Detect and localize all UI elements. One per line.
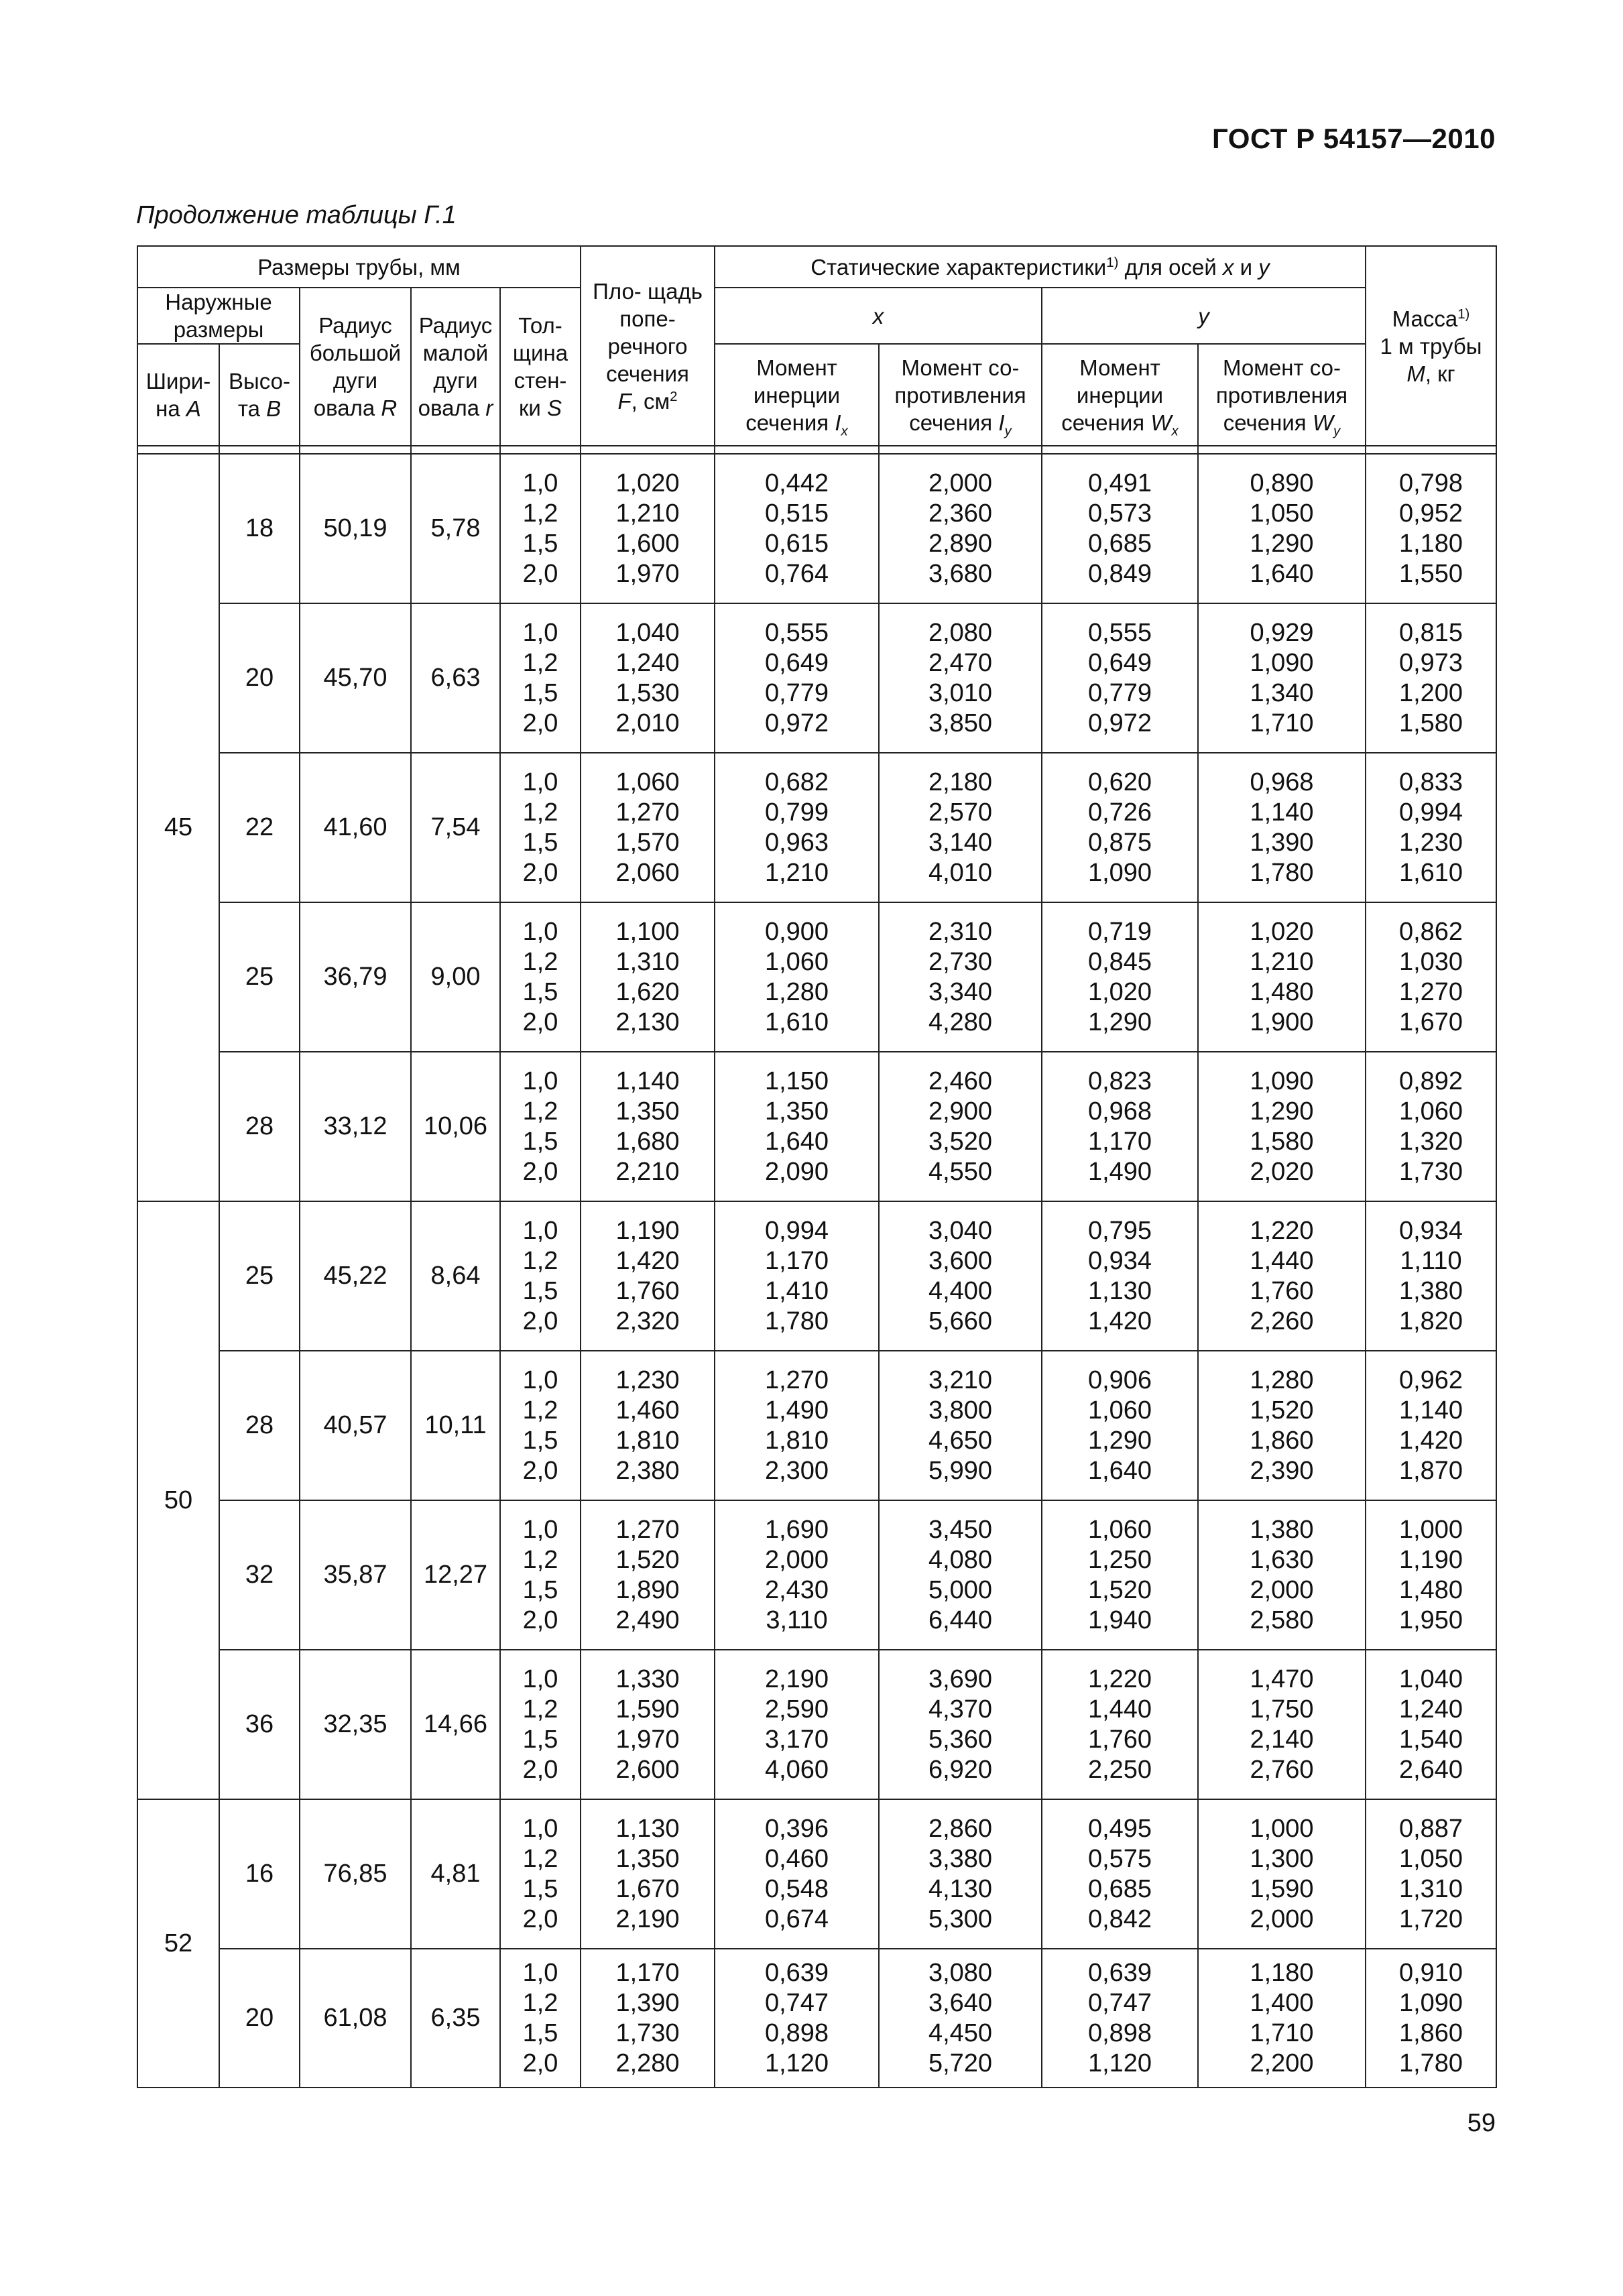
cell-inertia-x: 0,682 0,799 0,963 1,210: [715, 753, 879, 902]
header-height-b-post: та: [237, 396, 260, 421]
cell-radius-large: 33,12: [300, 1052, 411, 1201]
cell-radius-large: 50,19: [300, 454, 411, 603]
table-header: [137, 246, 1496, 446]
header-radius-large-text: Радиус большой дуги овала: [309, 313, 402, 420]
cell-radius-large: 61,08: [300, 1949, 411, 2088]
cell-wall-thickness: 1,0 1,2 1,5 2,0: [500, 1500, 581, 1650]
cell-mass: 0,962 1,140 1,420 1,870: [1366, 1351, 1496, 1500]
header-height-b-pre: Высо-: [229, 369, 290, 394]
cell-area: 1,270 1,520 1,890 2,490: [581, 1500, 715, 1650]
cell-area: 1,100 1,310 1,620 2,130: [581, 902, 715, 1052]
table-row: [137, 1650, 1496, 1799]
header-static: [715, 246, 1366, 288]
header-resistance-x-symbol: I: [998, 410, 1005, 435]
cell-wall-thickness: 1,0 1,2 1,5 2,0: [500, 454, 581, 603]
header-separator-row: [137, 446, 1496, 454]
header-width-a-post: на: [156, 396, 180, 421]
cell-radius-large: 35,87: [300, 1500, 411, 1650]
cell-height: 18: [219, 454, 300, 603]
header-area-unit: , см: [631, 388, 670, 414]
cell-radius-small: 9,00: [411, 902, 500, 1052]
cell-height: 25: [219, 902, 300, 1052]
table-row: [137, 454, 1496, 603]
cell-mass: 0,798 0,952 1,180 1,550: [1366, 454, 1496, 603]
cell-resistance-y: 1,280 1,520 1,860 2,390: [1198, 1351, 1366, 1500]
cell-radius-small: 8,64: [411, 1201, 500, 1351]
cell-radius-small: 10,06: [411, 1052, 500, 1201]
cell-height: 36: [219, 1650, 300, 1799]
cell-inertia-y: 0,795 0,934 1,130 1,420: [1042, 1201, 1198, 1351]
header-static-y: y: [1258, 254, 1270, 280]
cell-wall-thickness: 1,0 1,2 1,5 2,0: [500, 1351, 581, 1500]
table-row: [137, 603, 1496, 753]
pipe-properties-table: [137, 245, 1497, 2088]
header-pipe-sizes: Размеры трубы, мм: [137, 246, 581, 288]
cell-resistance-x: 2,180 2,570 3,140 4,010: [879, 753, 1042, 902]
header-mass-unit: , кг: [1425, 361, 1455, 386]
cell-height: 20: [219, 1949, 300, 2088]
header-axis-x: x: [715, 288, 1042, 344]
cell-resistance-x: 2,860 3,380 4,130 5,300: [879, 1799, 1042, 1949]
cell-resistance-y: 0,890 1,050 1,290 1,640: [1198, 454, 1366, 603]
header-resistance-x-sub: y: [1004, 423, 1012, 439]
cell-mass: 0,815 0,973 1,200 1,580: [1366, 603, 1496, 753]
cell-wall-thickness: 1,0 1,2 1,5 2,0: [500, 603, 581, 753]
cell-resistance-x: 2,000 2,360 2,890 3,680: [879, 454, 1042, 603]
header-radius-large: [300, 288, 411, 446]
header-axis-y: y: [1042, 288, 1366, 344]
header-area-text: Пло- щадь попе- речного сечения: [593, 278, 703, 386]
header-area-symbol: F: [617, 388, 632, 414]
cell-inertia-x: 2,190 2,590 3,170 4,060: [715, 1650, 879, 1799]
header-static-sup: 1): [1106, 254, 1119, 270]
cell-resistance-y: 1,470 1,750 2,140 2,760: [1198, 1650, 1366, 1799]
table-row: [137, 1799, 1496, 1949]
cell-mass: 1,040 1,240 1,540 2,640: [1366, 1650, 1496, 1799]
header-radius-small-symbol: r: [485, 396, 493, 420]
cell-radius-large: 32,35: [300, 1650, 411, 1799]
cell-inertia-y: 1,220 1,440 1,760 2,250: [1042, 1650, 1198, 1799]
table-row: [137, 1052, 1496, 1201]
cell-mass: 0,934 1,110 1,380 1,820: [1366, 1201, 1496, 1351]
header-wall-text: Тол- щина стен- ки: [512, 313, 568, 420]
cell-mass: 0,862 1,030 1,270 1,670: [1366, 902, 1496, 1052]
cell-inertia-y: 1,060 1,250 1,520 1,940: [1042, 1500, 1198, 1650]
table-row: [137, 1351, 1496, 1500]
cell-resistance-x: 3,690 4,370 5,360 6,920: [879, 1650, 1042, 1799]
cell-resistance-x: 3,040 3,600 4,400 5,660: [879, 1201, 1042, 1351]
cell-mass: 0,910 1,090 1,860 1,780: [1366, 1949, 1496, 2088]
cell-wall-thickness: 1,0 1,2 1,5 2,0: [500, 1650, 581, 1799]
cell-resistance-y: 1,090 1,290 1,580 2,020: [1198, 1052, 1366, 1201]
header-outer-sizes: Наружные размеры: [137, 288, 300, 344]
header-height-b: [219, 344, 300, 446]
header-width-a-pre: Шири-: [145, 369, 211, 394]
header-radius-small-text: Радиус малой дуги овала: [418, 313, 493, 420]
cell-radius-large: 40,57: [300, 1351, 411, 1500]
cell-inertia-y: 0,823 0,968 1,170 1,490: [1042, 1052, 1198, 1201]
cell-radius-small: 6,35: [411, 1949, 500, 2088]
cell-radius-large: 76,85: [300, 1799, 411, 1949]
cell-height: 32: [219, 1500, 300, 1650]
cell-height: 28: [219, 1052, 300, 1201]
cell-height: 20: [219, 603, 300, 753]
cell-inertia-y: 0,906 1,060 1,290 1,640: [1042, 1351, 1198, 1500]
cell-radius-small: 4,81: [411, 1799, 500, 1949]
cell-radius-small: 5,78: [411, 454, 500, 603]
header-resistance-y-text: Момент со- противления сечения: [1215, 355, 1348, 435]
cell-radius-large: 45,22: [300, 1201, 411, 1351]
table-row: [137, 1201, 1496, 1351]
cell-radius-small: 12,27: [411, 1500, 500, 1650]
header-radius-small: [411, 288, 500, 446]
header-resistance-y: [1198, 344, 1366, 446]
document-title: ГОСТ Р 54157—2010: [1212, 123, 1496, 154]
cell-radius-small: 14,66: [411, 1650, 500, 1799]
cell-inertia-y: 0,555 0,649 0,779 0,972: [1042, 603, 1198, 753]
cell-wall-thickness: 1,0 1,2 1,5 2,0: [500, 1949, 581, 2088]
cell-inertia-x: 0,639 0,747 0,898 1,120: [715, 1949, 879, 2088]
cell-resistance-y: 1,180 1,400 1,710 2,200: [1198, 1949, 1366, 2088]
header-resistance-y-symbol: W: [1312, 410, 1333, 435]
header-static-tail: для осей: [1118, 254, 1217, 280]
cell-inertia-y: 0,491 0,573 0,685 0,849: [1042, 454, 1198, 603]
table-row: [137, 1949, 1496, 2088]
header-inertia-x: [715, 344, 879, 446]
header-static-x: x: [1222, 254, 1234, 280]
cell-area: 1,230 1,460 1,810 2,380: [581, 1351, 715, 1500]
cell-height: 25: [219, 1201, 300, 1351]
header-static-and: и: [1234, 254, 1259, 280]
cell-inertia-x: 0,442 0,515 0,615 0,764: [715, 454, 879, 603]
header-area: [581, 246, 715, 446]
header-inertia-y: [1042, 344, 1198, 446]
cell-resistance-y: 1,220 1,440 1,760 2,260: [1198, 1201, 1366, 1351]
cell-width: 45: [137, 454, 219, 1201]
cell-inertia-y: 0,639 0,747 0,898 1,120: [1042, 1949, 1198, 2088]
cell-mass: 0,887 1,050 1,310 1,720: [1366, 1799, 1496, 1949]
cell-inertia-x: 1,270 1,490 1,810 2,300: [715, 1351, 879, 1500]
cell-resistance-y: 0,929 1,090 1,340 1,710: [1198, 603, 1366, 753]
cell-radius-large: 41,60: [300, 753, 411, 902]
table-row: [137, 902, 1496, 1052]
cell-area: 1,170 1,390 1,730 2,280: [581, 1949, 715, 2088]
cell-inertia-x: 0,900 1,060 1,280 1,610: [715, 902, 879, 1052]
table-caption: Продолжение таблицы Г.1: [136, 201, 457, 229]
cell-area: 1,060 1,270 1,570 2,060: [581, 753, 715, 902]
header-area-sup: 2: [670, 388, 678, 404]
cell-area: 1,330 1,590 1,970 2,600: [581, 1650, 715, 1799]
cell-resistance-x: 3,450 4,080 5,000 6,440: [879, 1500, 1042, 1650]
header-inertia-x-text: Момент инерции сечения: [745, 355, 841, 435]
header-resistance-y-sub: y: [1333, 423, 1341, 439]
header-mass: [1366, 246, 1496, 446]
cell-inertia-y: 0,620 0,726 0,875 1,090: [1042, 753, 1198, 902]
cell-resistance-y: 1,000 1,300 1,590 2,000: [1198, 1799, 1366, 1949]
table-body: [137, 446, 1496, 2088]
cell-height: 16: [219, 1799, 300, 1949]
header-width-a-symbol: A: [186, 396, 201, 421]
cell-radius-large: 45,70: [300, 603, 411, 753]
cell-width: 52: [137, 1799, 219, 2088]
cell-inertia-x: 0,396 0,460 0,548 0,674: [715, 1799, 879, 1949]
cell-inertia-x: 1,690 2,000 2,430 3,110: [715, 1500, 879, 1650]
cell-resistance-y: 1,020 1,210 1,480 1,900: [1198, 902, 1366, 1052]
cell-inertia-x: 0,555 0,649 0,779 0,972: [715, 603, 879, 753]
cell-height: 22: [219, 753, 300, 902]
page-number: 59: [1467, 2109, 1496, 2137]
cell-radius-small: 10,11: [411, 1351, 500, 1500]
cell-radius-small: 7,54: [411, 753, 500, 902]
header-mass-symbol: M: [1406, 361, 1425, 386]
cell-area: 1,020 1,210 1,600 1,970: [581, 454, 715, 603]
header-height-b-symbol: B: [266, 396, 282, 421]
header-mass-text: Масса: [1392, 306, 1458, 331]
cell-resistance-y: 1,380 1,630 2,000 2,580: [1198, 1500, 1366, 1650]
cell-resistance-x: 2,080 2,470 3,010 3,850: [879, 603, 1042, 753]
cell-inertia-y: 0,495 0,575 0,685 0,842: [1042, 1799, 1198, 1949]
cell-wall-thickness: 1,0 1,2 1,5 2,0: [500, 753, 581, 902]
cell-height: 28: [219, 1351, 300, 1500]
cell-inertia-x: 1,150 1,350 1,640 2,090: [715, 1052, 879, 1201]
header-resistance-x: [879, 344, 1042, 446]
cell-area: 1,190 1,420 1,760 2,320: [581, 1201, 715, 1351]
table-row: [137, 753, 1496, 902]
header-static-text: Статические характеристики: [810, 254, 1107, 280]
cell-area: 1,130 1,350 1,670 2,190: [581, 1799, 715, 1949]
header-width-a: [137, 344, 219, 446]
header-inertia-y-text: Момент инерции сечения: [1061, 355, 1164, 435]
cell-area: 1,140 1,350 1,680 2,210: [581, 1052, 715, 1201]
header-resistance-x-text: Момент со- противления сечения: [894, 355, 1026, 435]
header-inertia-x-symbol: I: [835, 410, 841, 435]
cell-wall-thickness: 1,0 1,2 1,5 2,0: [500, 1201, 581, 1351]
cell-resistance-x: 2,310 2,730 3,340 4,280: [879, 902, 1042, 1052]
cell-resistance-x: 3,080 3,640 4,450 5,720: [879, 1949, 1042, 2088]
cell-inertia-y: 0,719 0,845 1,020 1,290: [1042, 902, 1198, 1052]
header-inertia-y-symbol: W: [1150, 410, 1172, 435]
cell-resistance-y: 0,968 1,140 1,390 1,780: [1198, 753, 1366, 902]
cell-resistance-x: 2,460 2,900 3,520 4,550: [879, 1052, 1042, 1201]
header-inertia-x-sub: x: [841, 423, 848, 439]
header-wall-thickness: [500, 288, 581, 446]
cell-wall-thickness: 1,0 1,2 1,5 2,0: [500, 1052, 581, 1201]
header-inertia-y-sub: x: [1171, 423, 1179, 439]
header-mass-text2: 1 м трубы: [1380, 333, 1482, 359]
cell-resistance-x: 3,210 3,800 4,650 5,990: [879, 1351, 1042, 1500]
cell-area: 1,040 1,240 1,530 2,010: [581, 603, 715, 753]
header-mass-sup: 1): [1457, 306, 1470, 322]
cell-mass: 1,000 1,190 1,480 1,950: [1366, 1500, 1496, 1650]
header-wall-symbol: S: [547, 396, 562, 420]
cell-mass: 0,892 1,060 1,320 1,730: [1366, 1052, 1496, 1201]
cell-wall-thickness: 1,0 1,2 1,5 2,0: [500, 902, 581, 1052]
cell-inertia-x: 0,994 1,170 1,410 1,780: [715, 1201, 879, 1351]
cell-mass: 0,833 0,994 1,230 1,610: [1366, 753, 1496, 902]
cell-radius-large: 36,79: [300, 902, 411, 1052]
cell-radius-small: 6,63: [411, 603, 500, 753]
header-radius-large-symbol: R: [381, 396, 398, 420]
cell-wall-thickness: 1,0 1,2 1,5 2,0: [500, 1799, 581, 1949]
cell-width: 50: [137, 1201, 219, 1799]
table-row: [137, 1500, 1496, 1650]
